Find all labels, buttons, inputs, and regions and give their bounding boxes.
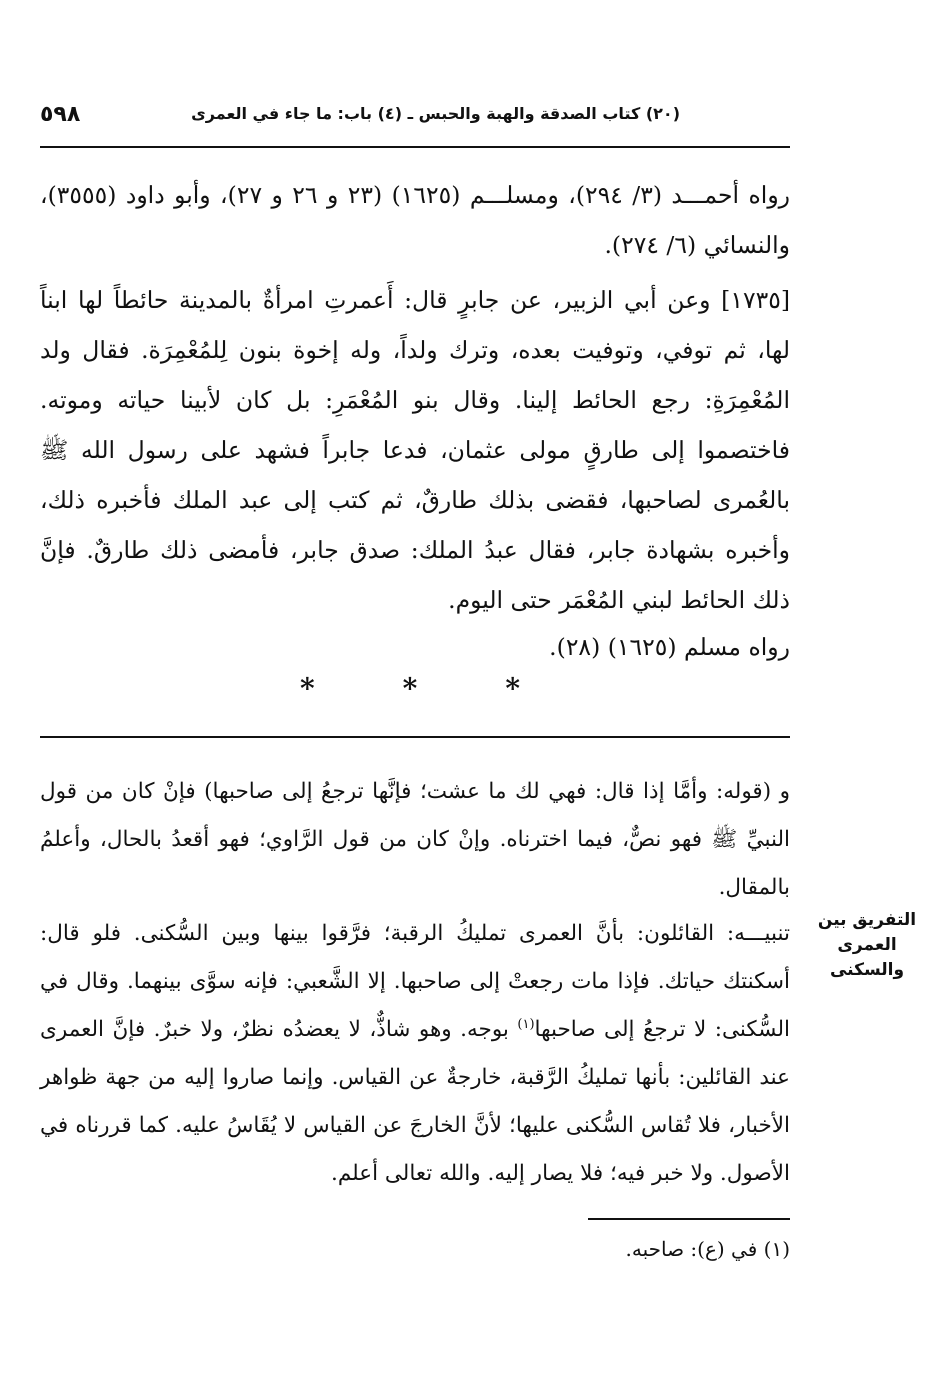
footnote-rule xyxy=(588,1218,790,1220)
separator-star: * xyxy=(505,672,520,705)
commentary-paragraph: و (قوله: وأمَّا إذا قال: فهي لك ما عشت؛ فإنَّها ترجعُ إلى صاحبها) فإنْ كان من قول النبيِّ ﷺ فهو نصٌّ، فيما اخترناه. وإنْ كان من قول الرَّاوي؛ فهو أقعدُ بالحال، وأعلمُ بالمقال. xyxy=(40,779,790,900)
footnote-marker[interactable]: (١) xyxy=(517,1016,535,1032)
margin-heading xyxy=(812,908,922,983)
separator-star: * xyxy=(402,672,418,705)
header-rule xyxy=(40,146,790,148)
section-separator xyxy=(300,672,520,708)
note-text: تنبيـــه: القائلون: بأنَّ العمرى تمليكُ الرقبة؛ فرَّقوا بينها وبين السُّكنى. فلو قال: أسكنتك حياتك. فإذا مات رجعتْ إلى صاحبها. إلا الشَّعبي: فإنه سوَّى بينهما. وقال في السُّكنى: لا ترجعُ إلى صاحبها xyxy=(40,921,790,1042)
page-number: ٥٩٨ xyxy=(40,102,81,127)
note-text: بوجه. وهو شاذٌّ، لا يعضدُه نظرٌ، ولا خبرٌ. فإنَّ العمرى عند القائلين: بأنها تمليكُ الرَّقبة، خارجةٌ عن القياس. وإنما صاروا إليه من جهة ظواهر الأخبار، فلا تُقاس السُّكنى عليها؛ لأنَّ الخارجَ عن القياس لا يُقَاسُ عليه. كما قررناه في الأصول. ولا خبر فيه؛ فلا يصار إليه. والله تعالى أعلم. xyxy=(40,1017,790,1186)
margin-heading-line: والسكنى xyxy=(829,960,905,980)
page-header xyxy=(40,100,790,134)
running-title: (٢٠) كتاب الصدقة والهبة والحبس ـ (٤) باب: ما جاء في العمرى xyxy=(191,104,680,123)
note-paragraph xyxy=(40,910,790,1198)
separator-star: * xyxy=(300,672,315,705)
margin-heading-line: العمرى xyxy=(837,935,897,955)
margin-heading-line: التفريق بين xyxy=(817,910,917,930)
narration-paragraph: رواه مسلم (١٦٢٥) (٢٨). xyxy=(549,633,790,661)
commentary-rule xyxy=(40,736,790,738)
footnote: (١) في (ع): صاحبه. xyxy=(625,1237,790,1261)
narration-paragraph: رواه أحمـــد (٣/ ٢٩٤)، ومسلـــم (١٦٢٥) (٢٣ و ٢٦ و ٢٧)، وأبو داود (٣٥٥٥)، والنسائي (٦/ ٢٧٤). xyxy=(40,181,791,259)
hadith-paragraph: [١٧٣٥] وعن أبي الزبير، عن جابرٍ قال: أَعمرتِ امرأةٌ بالمدينة حائطاً لها ابناً لها، ثم توفي، وتوفيت بعده، وترك ولداً، وله إخوة بنون لِلمُعْمِرَة. فقال ولد المُعْمِرَةِ: رجع الحائط إلينا. وقال بنو المُعْمَرِ: بل كان لأبينا حياته وموته. فاختصموا إلى طارقٍ مولى عثمان، فدعا جابراً فشهد على رسول الله ﷺ بالعُمرى لصاحبها، فقضى بذلك طارقٌ، ثم كتب إلى عبد الملك فأخبره ذلك، وأخبره بشهادة جابر، فقال عبدُ الملك: صدق جابر، فأمضى ذلك طارقٌ. فإنَّ ذلك الحائط لبني المُعْمَر حتى اليوم. xyxy=(40,286,790,614)
